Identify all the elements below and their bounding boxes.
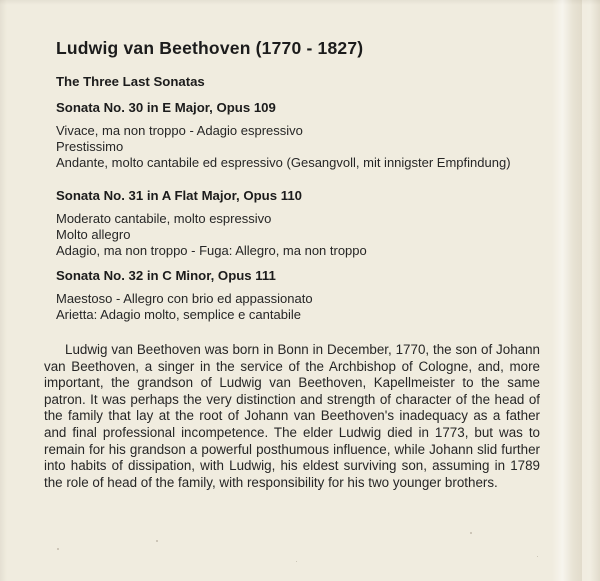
- sonata-heading: Sonata No. 32 in C Minor, Opus 111: [56, 268, 276, 283]
- movement-list: [56, 123, 534, 171]
- tracklist: [56, 38, 534, 323]
- paper-speck: [537, 556, 538, 557]
- paper-speck: [470, 532, 472, 534]
- paper-speck: [296, 561, 297, 562]
- movement-list: [56, 211, 534, 259]
- movement-line: Andante, molto cantabile ed espressivo (Gesangvoll, mit innigster Empfindung): [56, 155, 511, 170]
- movement-line: Moderato cantabile, molto espressivo: [56, 211, 272, 226]
- movement-line: Arietta: Adagio molto, semplice e cantabile: [56, 307, 301, 322]
- movement-line: Prestissimo: [56, 139, 124, 154]
- collection-subtitle: The Three Last Sonatas: [56, 74, 205, 89]
- sonata-section-op110: [56, 188, 534, 259]
- sonata-section-op111: [56, 268, 534, 323]
- sonata-heading: Sonata No. 31 in A Flat Major, Opus 110: [56, 188, 302, 203]
- paper-speck: [156, 540, 158, 542]
- composer-title: Ludwig van Beethoven (1770 - 1827): [56, 38, 364, 58]
- movement-line: Molto allegro: [56, 227, 131, 242]
- movement-line: Maestoso - Allegro con brio ed appassionato: [56, 291, 313, 306]
- movement-line: Adagio, ma non troppo - Fuga: Allegro, ma non troppo: [56, 243, 367, 258]
- liner-notes-paragraph: Ludwig van Beethoven was born in Bonn in December, 1770, the son of Johann van Beethoven, a singer in the service of the Archbishop of Cologne, and, more important, the grandson of Ludwig van Beethoven, Kapellmeister to the same patron. It was perhaps the very distinction and strength of character of the head of the family that lay at the root of Johann van Beethoven's inadequacy as a father and final professional incompetence. The elder Ludwig died in 1773, but was to remain for his grandson a powerful posthumous influence, while Johann slid further into habits of dissipation, with Ludwig, his eldest surviving son, assuming in 1789 the role of head of the family, with responsibility for his two younger brothers.: [44, 342, 540, 490]
- sonata-section-op109: [56, 100, 534, 171]
- sonata-heading: Sonata No. 30 in E Major, Opus 109: [56, 100, 276, 115]
- movement-line: Vivace, ma non troppo - Adagio espressivo: [56, 123, 303, 138]
- movement-list: [56, 291, 534, 323]
- paper-speck: [57, 548, 59, 550]
